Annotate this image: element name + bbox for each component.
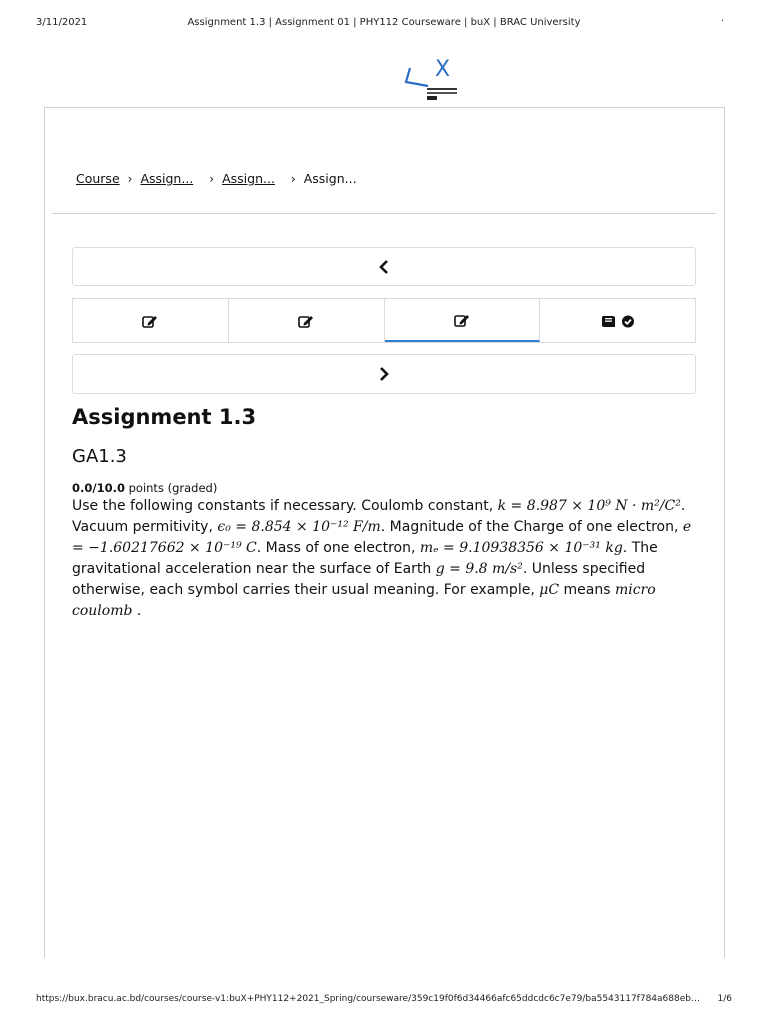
logo-letter: X [435,57,451,82]
bux-logo-icon [398,52,468,104]
print-title: Assignment 1.3 | Assignment 01 | PHY112 Courseware | buX | BRAC University [187,17,581,28]
print-date: 3/11/2021 [36,17,88,28]
unit-title: Assignment 1.3 [72,405,257,429]
math-microcoulomb-symbol: μC [539,582,560,598]
bux-logo[interactable] [398,52,468,104]
chevron-right-icon: › [290,171,296,186]
header-divider [52,213,716,214]
sequence-tab-2[interactable] [229,299,385,342]
sequence-nav [72,298,696,343]
breadcrumb-assignment-subsection[interactable]: Assign... [222,171,275,186]
sequence-tab-4[interactable] [540,299,695,342]
problem-text-part: . The gravitational acceleration near the surface of Earth [72,540,658,577]
print-url: https://bux.bracu.ac.bd/courses/course-v1:buX+PHY112+2021_Spring/courseware/359c19f0f6d34466afc65ddcdc6c7e79/ba5543117f784a688eb… [36,994,700,1004]
problem-text-part: . [132,603,142,619]
problem-text-part: means [559,582,615,598]
chevron-right-icon: › [127,171,133,186]
math-coulomb-constant: k = 8.987 × 10⁹ N · m²/C² [497,498,681,514]
sequence-tab-3-active[interactable] [385,299,541,342]
breadcrumb-assignment-section[interactable]: Assign... [140,171,194,186]
problem-text [72,496,702,622]
points-suffix: points (graded) [128,481,218,495]
problem-text-part: . Unless specified otherwise, each symbol carries their usual meaning. For example, [72,561,646,598]
print-header [0,13,768,31]
edit-icon [142,314,158,328]
chevron-left-icon [378,260,390,274]
edit-icon [298,314,314,328]
math-microcoulomb-words: micro coulomb [72,582,656,619]
problem-points [72,481,217,495]
breadcrumb [76,171,357,186]
print-page-number: 1/6 [717,994,732,1004]
problem-text-part: Use the following constants if necessary. Coulomb constant, [72,498,498,514]
problem-text-part: . Vacuum permitivity, [72,498,686,535]
previous-button[interactable] [72,247,696,286]
math-electron-charge: e = −1.60217662 × 10⁻¹⁹ C [72,519,692,556]
book-check-icon [601,314,635,328]
math-gravity: g = 9.8 m/s² [435,561,523,577]
problem-text-part: . Mass of one electron, [256,540,420,556]
chevron-right-icon [378,367,390,381]
math-vacuum-permittivity: ϵ₀ = 8.854 × 10⁻¹² F/m [217,519,381,535]
sequence-tab-1[interactable] [73,299,229,342]
math-electron-mass: mₑ = 9.10938356 × 10⁻³¹ kg [419,540,623,556]
next-button[interactable] [72,354,696,394]
edit-icon [454,313,470,327]
print-dot: . [720,13,724,24]
problem-title: GA1.3 [72,446,127,467]
chevron-right-icon: › [209,171,215,186]
breadcrumb-current: Assign... [303,171,357,186]
points-value: 0.0/10.0 [72,481,125,495]
breadcrumb-course[interactable]: Course [76,171,120,186]
problem-text-part: . Magnitude of the Charge of one electron, [380,519,683,535]
